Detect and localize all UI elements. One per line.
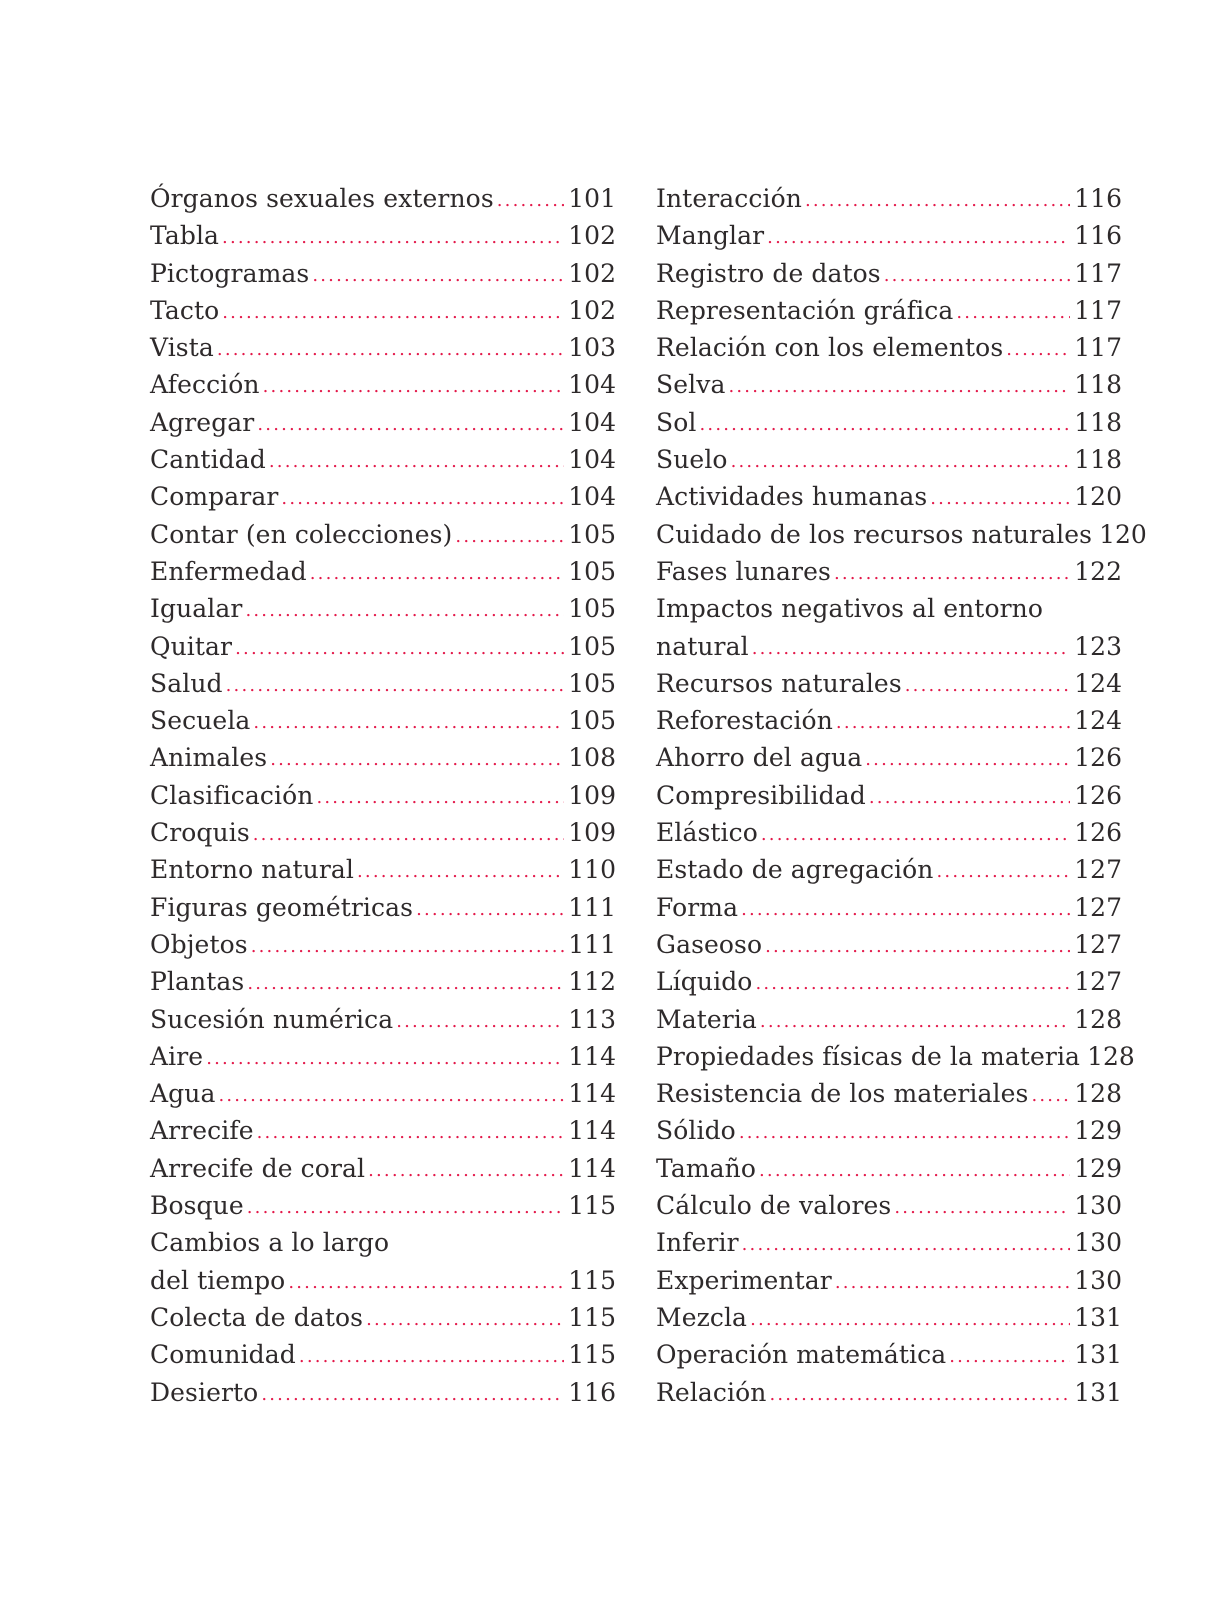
page-number: 110 (568, 855, 616, 885)
dot-leader (253, 704, 564, 741)
index-term: Estado de agregación (656, 855, 934, 885)
dot-leader (263, 368, 565, 405)
dot-leader (930, 480, 1070, 517)
page-number: 126 (1074, 818, 1122, 848)
dot-leader (270, 741, 564, 778)
index-term: Elástico (656, 818, 758, 848)
page-number: 105 (568, 594, 616, 624)
index-term: Fases lunares (656, 556, 831, 586)
dot-leader (218, 1077, 564, 1114)
index-entry-registro-de-datos (656, 255, 1122, 292)
dot-leader (755, 965, 1070, 1002)
index-column-left (150, 180, 616, 1411)
index-entry-figuras-geometricas (150, 889, 616, 926)
index-entry-tacto (150, 292, 616, 329)
index-term: Tabla (150, 221, 220, 251)
index-term: Bosque (150, 1191, 244, 1221)
index-term: Recursos naturales (656, 668, 902, 698)
index-entry-cambios-a-lo-largo (150, 1224, 616, 1261)
index-entry-vista (150, 329, 616, 366)
index-entry-comunidad (150, 1336, 616, 1373)
index-entry-suelo (656, 441, 1122, 478)
page-number: 101 (568, 184, 616, 213)
index-term: Ahorro del agua (656, 743, 863, 773)
dot-leader (865, 741, 1070, 778)
index-term: Actividades humanas (656, 482, 928, 512)
dot-leader (894, 1189, 1070, 1226)
page-number: 105 (568, 668, 616, 698)
index-entry-cantidad (150, 441, 616, 478)
page-number: 131 (1074, 1340, 1122, 1370)
index-term: Objetos (150, 929, 248, 959)
index-term: Colecta de datos (150, 1302, 364, 1332)
index-entry-clasificacion (150, 777, 616, 814)
page-number: 114 (568, 1079, 616, 1109)
dot-leader (805, 182, 1070, 219)
index-term: Clasificación (150, 780, 314, 810)
index-entry-inferir (656, 1224, 1122, 1261)
dot-leader (261, 1376, 564, 1413)
page-number: 129 (1074, 1116, 1122, 1146)
page-number: 115 (568, 1191, 616, 1221)
index-term: Relación (656, 1377, 767, 1407)
page-number: 118 (1074, 407, 1122, 437)
page-number: 118 (1074, 445, 1122, 475)
index-entry-estado-de-agregacion (656, 851, 1122, 888)
index-entry-entorno-natural (150, 851, 616, 888)
index-term: Contar (en colecciones) (150, 519, 453, 549)
index-entry-agua (150, 1075, 616, 1112)
page-number: 127 (1074, 855, 1122, 885)
dot-leader (245, 592, 564, 629)
index-term: Sol (656, 407, 697, 437)
dot-leader (206, 1040, 564, 1077)
index-term: Desierto (150, 1377, 259, 1407)
index-term: Cuidado de los recursos naturales (656, 519, 1093, 549)
index-entry-quitar (150, 628, 616, 665)
index-entry-objetos (150, 926, 616, 963)
page-number: 130 (1074, 1191, 1122, 1221)
dot-leader (247, 1189, 565, 1226)
index-entry-colecta-de-datos (150, 1299, 616, 1336)
index-term: Resistencia de los materiales (656, 1079, 1029, 1109)
dot-leader (835, 1264, 1070, 1301)
index-entry-mezcla (656, 1299, 1122, 1336)
index-entry-gaseoso (656, 926, 1122, 963)
page-number: 105 (568, 556, 616, 586)
page-number: 126 (1074, 743, 1122, 773)
dot-leader (299, 1338, 564, 1375)
index-term: del tiempo (150, 1265, 286, 1295)
dot-leader (312, 257, 564, 294)
dot-leader (834, 555, 1070, 592)
page-number: 115 (568, 1302, 616, 1332)
index-entry-ahorro-del-agua (656, 739, 1122, 776)
dot-leader (288, 1264, 564, 1301)
index-entry-organos-sexuales-externos (150, 180, 616, 217)
index-entry-plantas (150, 963, 616, 1000)
page-number: 115 (568, 1340, 616, 1370)
dot-leader (455, 518, 564, 555)
index-term: Pictogramas (150, 258, 310, 288)
dot-leader (368, 1152, 564, 1189)
page-number: 128 (1074, 1004, 1122, 1034)
dot-leader (396, 1003, 564, 1040)
page-number: 104 (568, 445, 616, 475)
index-term: Entorno natural (150, 855, 355, 885)
index-entry-tamano (656, 1150, 1122, 1187)
index-term: Vista (150, 333, 214, 363)
index-term: Propiedades físicas de la materia (656, 1041, 1081, 1071)
dot-leader (760, 1003, 1070, 1040)
page-number: 117 (1074, 333, 1122, 363)
dot-leader (310, 555, 565, 592)
dot-leader (949, 1338, 1070, 1375)
index-term: Enfermedad (150, 556, 307, 586)
index-entry-arrecife (150, 1112, 616, 1149)
index-entry-forma (656, 889, 1122, 926)
page-number: 117 (1074, 258, 1122, 288)
page-number: 128 (1074, 1079, 1122, 1109)
dot-leader (765, 928, 1070, 965)
index-entry-elastico (656, 814, 1122, 851)
index-entry-reforestacion (656, 702, 1122, 739)
page-number: 111 (568, 929, 616, 959)
index-term: Selva (656, 370, 726, 400)
index-entry-impactos-negativos-al-entorno (656, 590, 1122, 627)
index-term: Reforestación (656, 706, 833, 736)
page-number: 103 (568, 333, 616, 363)
page-number: 104 (568, 370, 616, 400)
index-term: Sólido (656, 1116, 736, 1146)
index-term: Arrecife (150, 1116, 254, 1146)
index-entry-relacion (656, 1374, 1122, 1411)
index-entry-representacion-grafica (656, 292, 1122, 329)
index-entry-afeccion (150, 366, 616, 403)
index-term: Cálculo de valores (656, 1191, 892, 1221)
index-entry-relacion-con-los-elementos (656, 329, 1122, 366)
dot-leader (699, 406, 1070, 443)
dot-leader (741, 891, 1070, 928)
index-term: Relación con los elementos (656, 333, 1004, 363)
index-entry-fases-lunares (656, 553, 1122, 590)
index-entry-croquis (150, 814, 616, 851)
dot-leader (742, 1226, 1071, 1263)
index-term: Compresibilidad (656, 780, 866, 810)
index-entry-compresibilidad (656, 777, 1122, 814)
index-term: Mezcla (656, 1302, 748, 1332)
index-term: Igualar (150, 594, 243, 624)
page-number: 130 (1074, 1265, 1122, 1295)
index-term: Comunidad (150, 1340, 296, 1370)
dot-leader (836, 704, 1070, 741)
dot-leader (222, 219, 564, 256)
index-entry-propiedades-fisicas-de-la-materia (656, 1038, 1135, 1075)
index-term: Operación matemática (656, 1340, 947, 1370)
index-entry-enfermedad (150, 553, 616, 590)
index-term: Experimentar (656, 1265, 832, 1295)
index-term: Figuras geométricas (150, 892, 414, 922)
page-number: 109 (568, 818, 616, 848)
dot-leader (226, 667, 565, 704)
dot-leader (247, 965, 564, 1002)
dot-leader (769, 1376, 1070, 1413)
page-number: 116 (1074, 221, 1122, 251)
page-number: 104 (568, 407, 616, 437)
page-number: 109 (568, 780, 616, 810)
index-entry-bosque (150, 1187, 616, 1224)
index-term: Cambios a lo largo (150, 1228, 390, 1258)
index-entry-secuela (150, 702, 616, 739)
page-number: 114 (568, 1041, 616, 1071)
dot-leader (269, 443, 564, 480)
page-number: 115 (568, 1265, 616, 1295)
index-term: Quitar (150, 631, 233, 661)
index-entry-impactos-negativos-al-entorno-continued (656, 628, 1122, 665)
index-entry-comparar (150, 478, 616, 515)
page-number: 102 (568, 221, 616, 251)
page-number: 105 (568, 519, 616, 549)
dot-leader (869, 779, 1070, 816)
index-term: Sucesión numérica (150, 1004, 394, 1034)
index-term: Líquido (656, 967, 753, 997)
index-entry-desierto (150, 1374, 616, 1411)
page-number: 111 (568, 892, 616, 922)
dot-leader (222, 294, 564, 331)
index-entry-contar-en-colecciones (150, 516, 616, 553)
page-number: 102 (568, 258, 616, 288)
index-entry-resistencia-de-los-materiales (656, 1075, 1122, 1112)
index-term: Plantas (150, 967, 245, 997)
page-number: 105 (568, 631, 616, 661)
dot-leader (251, 928, 565, 965)
index-entry-animales (150, 739, 616, 776)
dot-leader (281, 480, 564, 517)
page-number: 127 (1074, 929, 1122, 959)
index-entry-solido (656, 1112, 1122, 1149)
index-entry-liquido (656, 963, 1122, 1000)
index-entry-cuidado-de-los-recursos-naturales (656, 516, 1147, 553)
index-term: Agua (150, 1079, 216, 1109)
index-entry-experimentar (656, 1262, 1122, 1299)
index-term: Animales (150, 743, 268, 773)
page-number: 105 (568, 706, 616, 736)
dot-leader (905, 667, 1071, 704)
dot-leader (316, 779, 564, 816)
dot-leader (217, 331, 564, 368)
dot-leader (731, 443, 1071, 480)
index-term: Representación gráfica (656, 295, 954, 325)
dot-leader (366, 1301, 564, 1338)
index-term: Arrecife de coral (150, 1153, 366, 1183)
page-number: 120 (1074, 482, 1122, 512)
index-term: Gaseoso (656, 929, 763, 959)
page-number: 117 (1074, 295, 1122, 325)
page-number: 118 (1074, 370, 1122, 400)
index-column-right (656, 180, 1147, 1411)
page-number: 116 (568, 1377, 616, 1407)
page-number: 113 (568, 1004, 616, 1034)
index-entry-igualar (150, 590, 616, 627)
dot-leader (1006, 331, 1070, 368)
dot-leader (257, 406, 564, 443)
index-entry-materia (656, 1001, 1122, 1038)
dot-leader (416, 891, 564, 928)
index-term: Manglar (656, 221, 765, 251)
index-entry-operacion-matematica (656, 1336, 1122, 1373)
index-term: Salud (150, 668, 223, 698)
dot-leader (761, 816, 1070, 853)
index-term: Suelo (656, 445, 728, 475)
index-term: Impactos negativos al entorno (656, 594, 1044, 624)
page-number: 129 (1074, 1153, 1122, 1183)
index-entry-sucesion-numerica (150, 1001, 616, 1038)
page-number: 130 (1074, 1228, 1122, 1258)
page-number: 128 (1087, 1041, 1135, 1071)
page-number: 104 (568, 482, 616, 512)
dot-leader (257, 1114, 565, 1151)
index-term: Forma (656, 892, 739, 922)
dot-leader (357, 853, 564, 890)
dot-leader (739, 1114, 1070, 1151)
index-term: Inferir (656, 1228, 739, 1258)
page-number: 131 (1074, 1302, 1122, 1332)
dot-leader (253, 816, 565, 853)
index-entry-sol (656, 404, 1122, 441)
index-term: natural (656, 631, 749, 661)
dot-leader (728, 368, 1070, 405)
dot-leader (759, 1152, 1070, 1189)
dot-leader (956, 294, 1070, 331)
page-number: 114 (568, 1153, 616, 1183)
page-number: 116 (1074, 184, 1122, 213)
dot-leader (750, 1301, 1070, 1338)
dot-leader (235, 630, 564, 667)
dot-leader (884, 257, 1071, 294)
index-entry-arrecife-de-coral (150, 1150, 616, 1187)
page-number: 127 (1074, 892, 1122, 922)
dot-leader (937, 853, 1071, 890)
index-entry-actividades-humanas (656, 478, 1122, 515)
index-term: Interacción (656, 184, 802, 213)
index-entry-calculo-de-valores (656, 1187, 1122, 1224)
index-term: Comparar (150, 482, 279, 512)
index-entry-interaccion (656, 180, 1122, 217)
index-term: Registro de datos (656, 258, 881, 288)
page-number: 112 (568, 967, 616, 997)
index-term: Afección (150, 370, 260, 400)
page-number: 127 (1074, 967, 1122, 997)
index-term: Aire (150, 1041, 204, 1071)
page-number: 108 (568, 743, 616, 773)
index-term: Órganos sexuales externos (150, 184, 494, 213)
index-term: Materia (656, 1004, 757, 1034)
dot-leader (1031, 1077, 1070, 1114)
page-number: 124 (1074, 706, 1122, 736)
index-entry-manglar (656, 217, 1122, 254)
index-entry-pictogramas (150, 255, 616, 292)
page-number: 114 (568, 1116, 616, 1146)
index-entry-agregar (150, 404, 616, 441)
index-entry-selva (656, 366, 1122, 403)
index-term: Agregar (150, 407, 255, 437)
dot-leader (752, 630, 1071, 667)
index-term: Tacto (150, 295, 220, 325)
page-number: 123 (1074, 631, 1122, 661)
page-number: 120 (1099, 519, 1147, 549)
index-term: Secuela (150, 706, 251, 736)
index-entry-salud (150, 665, 616, 702)
page-number: 124 (1074, 668, 1122, 698)
index-term: Tamaño (656, 1153, 757, 1183)
index-entry-cambios-a-lo-largo-continued (150, 1262, 616, 1299)
index-term: Cantidad (150, 445, 266, 475)
page-number: 102 (568, 295, 616, 325)
index-entry-recursos-naturales (656, 665, 1122, 702)
index-entry-aire (150, 1038, 616, 1075)
page-number: 122 (1074, 556, 1122, 586)
index-entry-tabla (150, 217, 616, 254)
dot-leader (767, 219, 1070, 256)
page-number: 126 (1074, 780, 1122, 810)
dot-leader (497, 182, 565, 219)
index-term: Croquis (150, 818, 250, 848)
page-number: 131 (1074, 1377, 1122, 1407)
